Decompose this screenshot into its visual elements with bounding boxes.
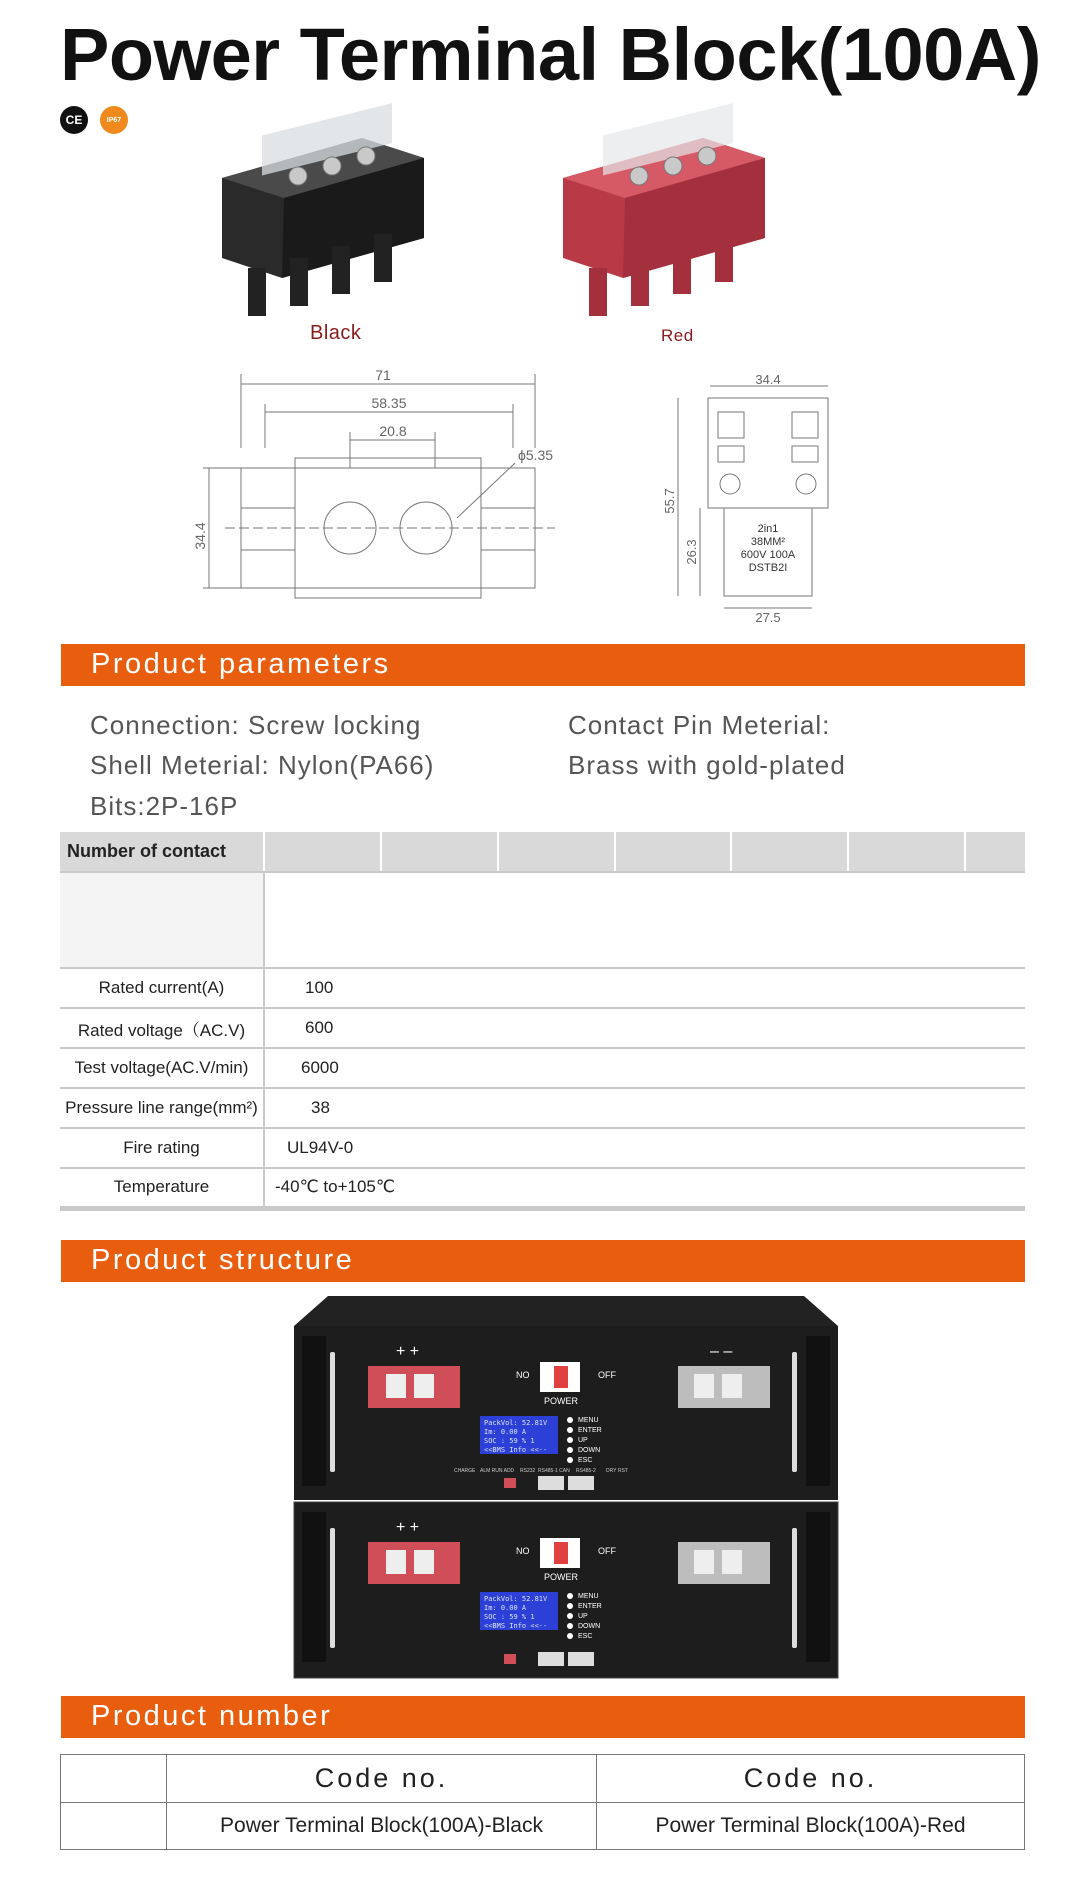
spec-label: Test voltage(AC.V/min) xyxy=(60,1048,264,1088)
svg-text:CHARGE: CHARGE xyxy=(454,1468,476,1474)
dim-344-label: 34.4 xyxy=(192,522,208,550)
spec-header-cell xyxy=(498,832,615,872)
spec-table xyxy=(60,832,1025,1211)
spec-value: 6000 xyxy=(264,1048,1025,1088)
spec-row xyxy=(60,1088,1025,1128)
spec-value: 100 xyxy=(264,968,1025,1008)
spec-value: 38 xyxy=(264,1088,1025,1128)
code-row xyxy=(61,1803,1025,1850)
svg-text:ESC: ESC xyxy=(578,1633,593,1640)
side-dim-263-label: 26.3 xyxy=(684,539,699,565)
code-blank-cell xyxy=(61,1803,167,1850)
svg-text:MENU: MENU xyxy=(578,1417,599,1424)
section-title-parameters: Product parameters xyxy=(91,648,391,680)
svg-text:<<BMS Info <<--: <<BMS Info <<-- xyxy=(484,1446,548,1454)
svg-text:Im: 0.00 A: Im: 0.00 A xyxy=(484,1604,527,1612)
spec-label: Temperature xyxy=(60,1168,264,1208)
svg-text:SOC : 59 % 1: SOC : 59 % 1 xyxy=(484,1613,535,1621)
svg-text:ENTER: ENTER xyxy=(578,1427,602,1434)
svg-text:ENTER: ENTER xyxy=(578,1603,602,1610)
section-title-number: Product number xyxy=(91,1700,333,1732)
svg-text:POWER: POWER xyxy=(544,1396,579,1406)
spec-image-area xyxy=(264,872,1025,968)
spec-header-cell xyxy=(848,832,965,872)
svg-text:Im: 0.00 A: Im: 0.00 A xyxy=(484,1428,527,1436)
battery-unit-bottom xyxy=(294,1502,838,1678)
svg-text:ALM RUN ADD: ALM RUN ADD xyxy=(480,1468,515,1474)
spec-value: 600 xyxy=(264,1008,1025,1048)
code-table xyxy=(60,1754,1025,1850)
code-blank-cell xyxy=(61,1755,167,1803)
marking-line-2: 38MM² xyxy=(750,536,786,548)
svg-text:PackVol: 52.81V: PackVol: 52.81V xyxy=(484,1419,548,1427)
svg-text:DOWN: DOWN xyxy=(578,1623,601,1630)
code-item-black: Power Terminal Block(100A)-Black xyxy=(167,1803,597,1850)
dim-71-label: 71 xyxy=(375,367,391,383)
svg-text:RS485-2: RS485-2 xyxy=(576,1468,596,1474)
spec-row xyxy=(60,1008,1025,1048)
param-shell: Shell Meterial: Nylon(PA66) xyxy=(90,750,435,780)
spec-label: Pressure line range(mm²) xyxy=(60,1088,264,1128)
side-dim-344-label: 34.4 xyxy=(755,372,781,387)
svg-text:NO: NO xyxy=(516,1546,530,1556)
svg-text:ESC: ESC xyxy=(578,1457,593,1464)
param-contact-pin-value: Brass with gold-plated xyxy=(568,750,846,780)
section-bar-structure xyxy=(61,1240,1025,1282)
section-title-structure: Product structure xyxy=(91,1244,355,1276)
svg-text:OFF: OFF xyxy=(598,1546,616,1556)
section-bar-number xyxy=(61,1696,1025,1738)
spec-label: Rated voltage（AC.V) xyxy=(60,1008,264,1048)
side-dim-557-label: 55.7 xyxy=(662,488,677,514)
spec-header-cell xyxy=(381,832,498,872)
spec-image-cell xyxy=(60,872,264,968)
svg-text:PackVol: 52.81V: PackVol: 52.81V xyxy=(484,1595,548,1603)
spec-header-cell xyxy=(731,832,848,872)
svg-text:+ +: + + xyxy=(396,1519,420,1536)
param-connection: Connection: Screw locking xyxy=(90,710,422,740)
spec-value: UL94V-0 xyxy=(264,1128,1025,1168)
dim-5835-label: 58.35 xyxy=(371,395,407,411)
svg-text:DOWN: DOWN xyxy=(578,1447,601,1454)
spec-header-row xyxy=(60,832,1025,872)
svg-text:RST: RST xyxy=(618,1468,628,1474)
red-variant-label: Red xyxy=(661,326,694,345)
spec-header-cell xyxy=(965,832,1025,872)
svg-text:SOC : 59 % 1: SOC : 59 % 1 xyxy=(484,1437,535,1445)
spec-label: Rated current(A) xyxy=(60,968,264,1008)
param-bits: Bits:2P-16P xyxy=(90,791,239,821)
svg-text:<<BMS Info <<--: <<BMS Info <<-- xyxy=(484,1622,548,1630)
spec-label: Fire rating xyxy=(60,1128,264,1168)
svg-text:RS485-1 CAN: RS485-1 CAN xyxy=(538,1468,570,1474)
dim-hole-label: ϕ5.35 xyxy=(518,447,554,463)
code-header-row xyxy=(61,1755,1025,1803)
svg-text:POWER: POWER xyxy=(544,1572,579,1582)
black-terminal-block-image xyxy=(212,118,432,318)
spec-row xyxy=(60,1168,1025,1208)
spec-header-cell xyxy=(615,832,732,872)
red-terminal-block-image xyxy=(553,118,773,318)
side-dim-275-label: 27.5 xyxy=(755,610,781,625)
spec-image-row xyxy=(60,872,1025,968)
svg-text:UP: UP xyxy=(578,1437,588,1444)
page-title: Power Terminal Block(100A) xyxy=(60,13,1041,96)
marking-line-1: 2in1 xyxy=(757,523,779,535)
svg-text:– –: – – xyxy=(710,1343,733,1360)
section-bar-parameters xyxy=(61,644,1025,686)
param-contact-pin: Contact Pin Meterial: xyxy=(568,710,831,740)
svg-text:+ +: + + xyxy=(396,1343,420,1360)
battery-unit-top xyxy=(294,1296,838,1500)
code-col2-header: Code no. xyxy=(597,1755,1025,1803)
svg-text:OFF: OFF xyxy=(598,1370,616,1380)
svg-text:NO: NO xyxy=(516,1370,530,1380)
spec-header-label: Number of contact xyxy=(60,832,264,872)
svg-text:UP: UP xyxy=(578,1613,588,1620)
battery-rack-image xyxy=(292,1296,838,1682)
ip67-badge-icon: IP67 xyxy=(100,106,128,134)
marking-line-4: DSTB2I xyxy=(748,562,788,574)
code-item-red: Power Terminal Block(100A)-Red xyxy=(597,1803,1025,1850)
svg-text:MENU: MENU xyxy=(578,1593,599,1600)
spec-header-cell xyxy=(264,832,381,872)
marking-line-3: 600V 100A xyxy=(740,549,796,561)
front-view-drawing xyxy=(192,367,615,618)
svg-text:DRY: DRY xyxy=(606,1468,617,1474)
dim-208-label: 20.8 xyxy=(379,423,407,439)
code-col1-header: Code no. xyxy=(167,1755,597,1803)
spec-value: -40℃ to+105℃ xyxy=(264,1168,1025,1208)
svg-text:RS232: RS232 xyxy=(520,1468,536,1474)
spec-row xyxy=(60,1128,1025,1168)
spec-row xyxy=(60,968,1025,1008)
side-view-drawing xyxy=(648,372,843,626)
black-variant-label: Black xyxy=(310,322,362,344)
ce-mark-icon: CE xyxy=(60,106,88,134)
spec-row xyxy=(60,1048,1025,1088)
